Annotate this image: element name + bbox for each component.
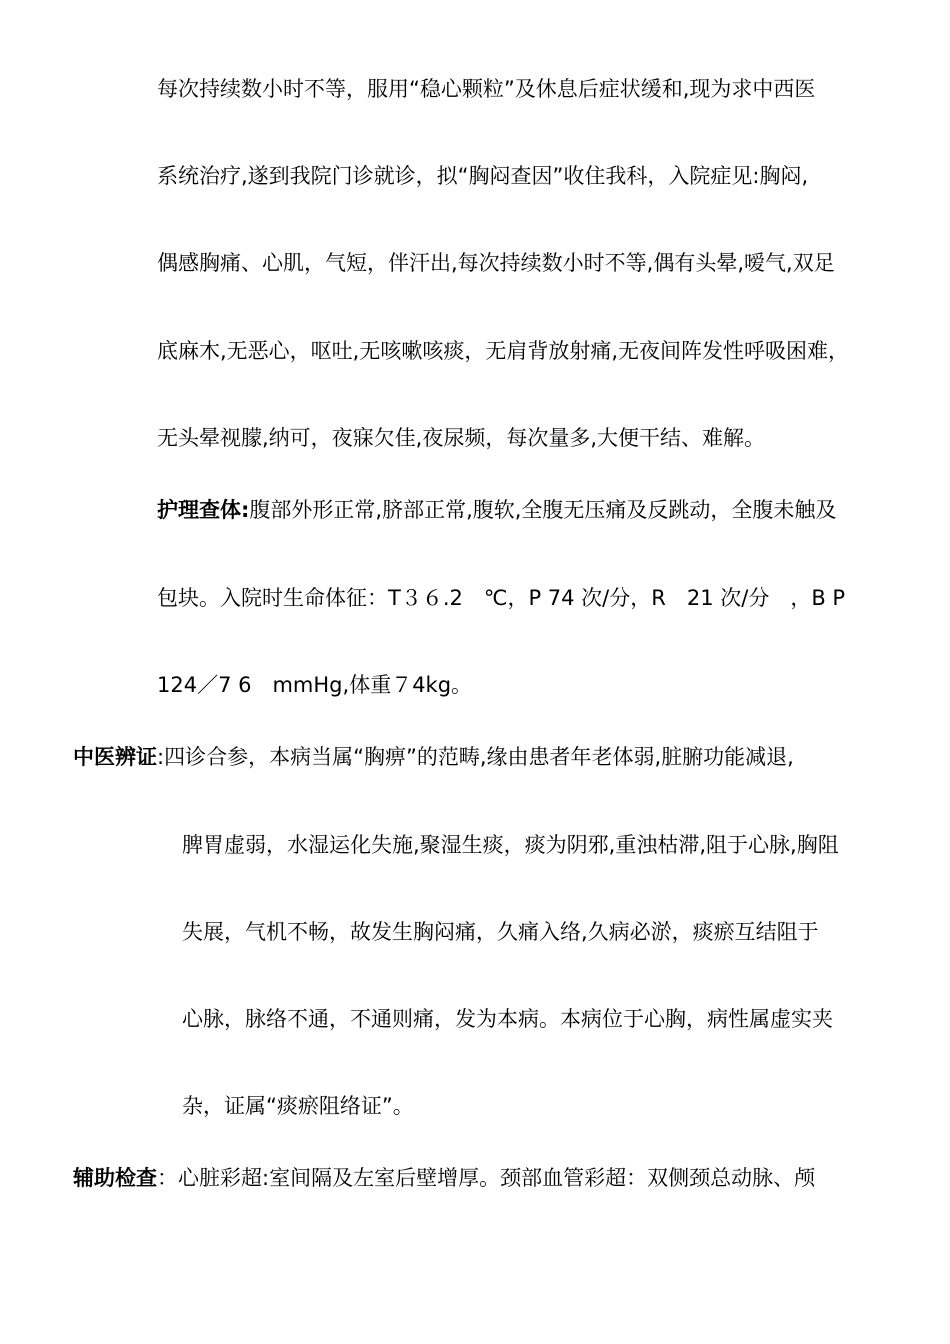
tcm-diagnosis-line: 脾胃虚弱，水湿运化失施,聚湿生痰，痰为阴邪,重浊枯滞,阻于心脉,胸阻 bbox=[182, 833, 839, 857]
auxiliary-exam-label: 辅助检查 bbox=[73, 1166, 157, 1190]
paragraph-line: 底麻木,无恶心，呕吐,无咳嗽咳痰，无肩背放射痛,无夜间阵发性呼吸困难， bbox=[157, 339, 850, 363]
tcm-diagnosis-line: 杂，证属“痰瘀阻络证”。 bbox=[182, 1094, 414, 1118]
paragraph-line: 系统治疗,遂到我院门诊就诊，拟“胸闷查因”收住我科，入院症见:胸闷, bbox=[157, 164, 809, 188]
tcm-diagnosis-line bbox=[73, 742, 794, 772]
paragraph-line: 无头晕视朦,纳可，夜寐欠佳,夜尿频，每次量多,大便干结、难解。 bbox=[157, 426, 766, 450]
blood-pressure-line: 124／7 6 mmHg,体重７4kg。 bbox=[157, 673, 473, 697]
tcm-diagnosis-text: :四诊合参，本病当属“胸痹”的范畴,缘由患者年老体弱,脏腑功能减退, bbox=[157, 745, 794, 769]
tcm-diagnosis-line: 失展，气机不畅，故发生胸闷痛，久痛入络,久病必淤，痰瘀互结阻于 bbox=[182, 920, 819, 944]
nursing-exam-line bbox=[157, 495, 836, 525]
auxiliary-exam-text: ：心脏彩超:室间隔及左室后壁增厚。颈部血管彩超：双侧颈总动脉、颅 bbox=[157, 1166, 816, 1190]
vital-signs-line: 包块。入院时生命体征：T３６.2 ℃，P 74 次/分，R 21 次/分 ，B P bbox=[157, 586, 846, 610]
tcm-diagnosis-line: 心脉，脉络不通，不通则痛，发为本病。本病位于心胸，病性属虚实夹 bbox=[182, 1007, 833, 1031]
paragraph-line: 每次持续数小时不等，服用“稳心颗粒”及休息后症状缓和,现为求中西医 bbox=[157, 77, 816, 101]
auxiliary-exam-line bbox=[73, 1163, 815, 1193]
nursing-exam-label: 护理查体: bbox=[157, 498, 250, 522]
tcm-diagnosis-label: 中医辨证 bbox=[73, 745, 157, 769]
nursing-exam-text: 腹部外形正常,脐部正常,腹软,全腹无压痛及反跳动，全腹未触及 bbox=[249, 498, 837, 522]
paragraph-line: 偶感胸痛、心肌，气短，伴汗出,每次持续数小时不等,偶有头晕,嗳气,双足 bbox=[157, 251, 835, 275]
